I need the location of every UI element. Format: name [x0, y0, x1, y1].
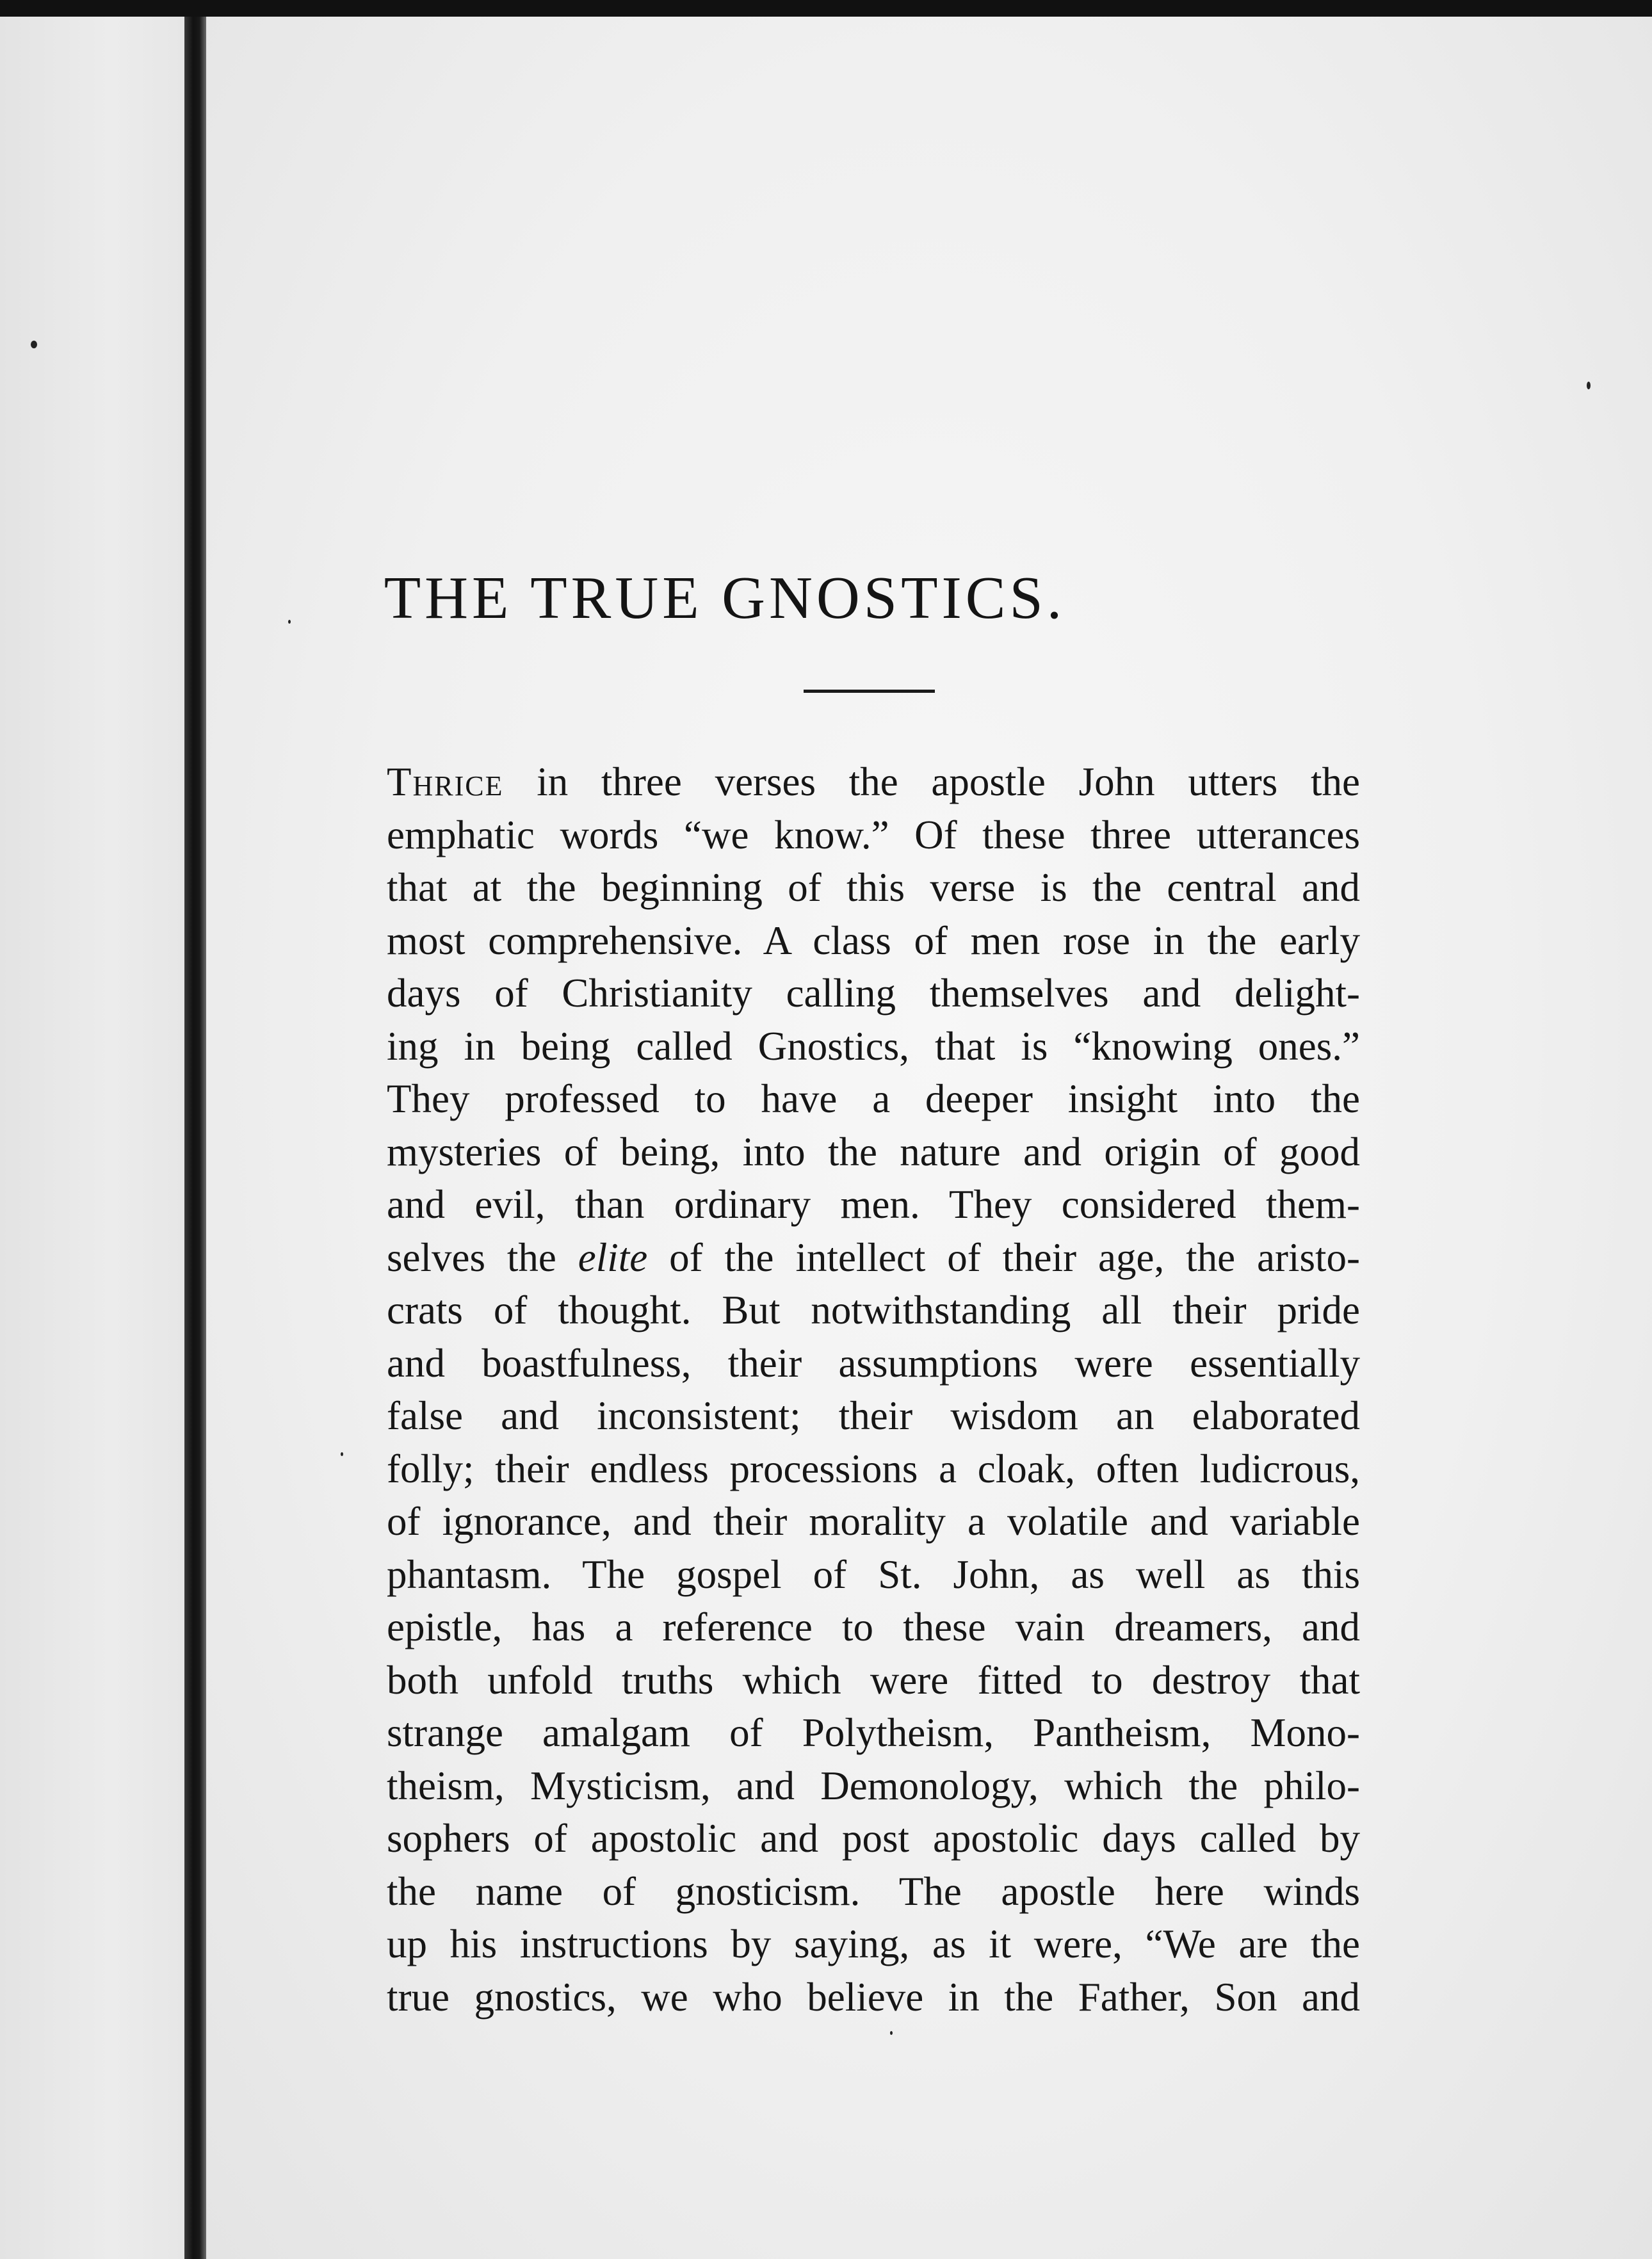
text-line: phantasm. The gospel of St. John, as well as this: [387, 1551, 1360, 1597]
dust-speck: [890, 2031, 893, 2035]
title-rule: [804, 690, 935, 693]
elite-line-before: selves the: [387, 1235, 578, 1280]
text-line: true gnostics, we who believe in the Father, Son and: [387, 1974, 1360, 2020]
dust-speck: [31, 341, 37, 348]
book-gutter: [184, 17, 206, 2259]
text-line: and evil, than ordinary men. They considered them-: [387, 1182, 1360, 1227]
text-line: that at the beginning of this verse is the central and: [387, 865, 1360, 910]
text-line: strange amalgam of Polytheism, Pantheism, Mono-: [387, 1710, 1360, 1755]
text-line: crats of thought. But notwithstanding all their pride: [387, 1288, 1360, 1332]
text-line: the name of gnosticism. The apostle here winds: [387, 1868, 1360, 1914]
elite-line-after: of the intellect of their age, the aristo-: [647, 1235, 1360, 1280]
text-line: sophers of apostolic and post apostolic days called by: [387, 1816, 1360, 1861]
text-line: false and inconsistent; their wisdom an elaborated: [387, 1393, 1360, 1438]
text-line: of ignorance, and their morality a volatile and variable: [387, 1499, 1360, 1544]
text-line: mysteries of being, into the nature and origin of good: [387, 1129, 1360, 1174]
text-line: and boastfulness, their assumptions were essentially: [387, 1340, 1360, 1386]
text-line: up his instructions by saying, as it were, “We are the: [387, 1922, 1360, 1966]
body-paragraph: [387, 756, 1360, 2023]
facing-page-edge: [0, 17, 186, 2259]
chapter-title: THE TRUE GNOSTICS.: [384, 565, 1066, 631]
elite-word: elite: [578, 1235, 648, 1280]
text-line: [387, 1231, 1360, 1284]
text-line: [387, 756, 1360, 809]
text-line: epistle, has a reference to these vain dreamers, and: [387, 1605, 1360, 1649]
text-line: both unfold truths which were fitted to destroy that: [387, 1657, 1360, 1703]
scan-top-border: [0, 0, 1652, 17]
dust-speck: [1587, 382, 1591, 389]
text-line: theism, Mysticism, and Demonology, which the philo-: [387, 1763, 1360, 1808]
dust-speck: [341, 1452, 343, 1456]
text-line: folly; their endless processions a cloak, often ludicrous,: [387, 1446, 1360, 1491]
first-line-text: in three verses the apostle John utters the: [503, 759, 1360, 804]
lead-word: Thrice: [387, 759, 504, 804]
text-line: emphatic words “we know.” Of these three utterances: [387, 812, 1360, 857]
text-line: They professed to have a deeper insight into the: [387, 1076, 1360, 1121]
text-line: days of Christianity calling themselves and delight-: [387, 971, 1360, 1016]
text-line: ing in being called Gnostics, that is “knowing ones.”: [387, 1023, 1360, 1069]
text-line: most comprehensive. A class of men rose in the early: [387, 918, 1360, 963]
